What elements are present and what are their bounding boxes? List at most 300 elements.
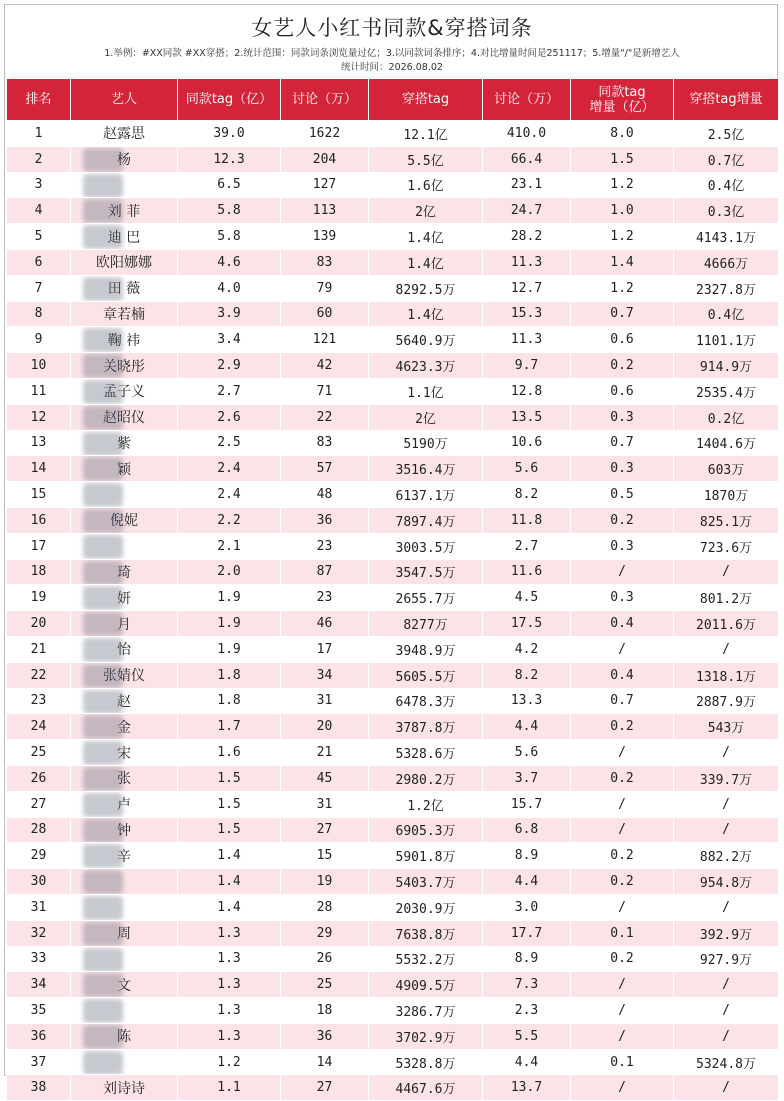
cell-outfit-increase: 0.4亿 [674, 172, 779, 198]
cell-discuss-1: 36 [281, 507, 369, 533]
table-row [7, 869, 779, 895]
cell-same-tag: 2.4 [178, 482, 281, 508]
redaction-scribble [83, 1051, 123, 1075]
cell-discuss-2: 11.3 [483, 327, 571, 353]
cell-outfit-tag: 5605.5万 [369, 662, 483, 688]
redaction-scribble [83, 819, 123, 843]
redaction-scribble [83, 509, 123, 533]
cell-same-increase: 0.5 [571, 482, 674, 508]
cell-same-increase: 1.2 [571, 275, 674, 301]
cell-discuss-2: 8.9 [483, 946, 571, 972]
cell-discuss-1: 31 [281, 791, 369, 817]
cell-discuss-2: 4.2 [483, 636, 571, 662]
cell-rank: 24 [7, 714, 71, 740]
cell-rank: 12 [7, 404, 71, 430]
cell-artist [71, 1049, 178, 1075]
redaction-scribble [83, 844, 123, 868]
cell-outfit-tag: 1.4亿 [369, 249, 483, 275]
redaction-scribble [83, 767, 123, 791]
cell-same-tag: 4.6 [178, 249, 281, 275]
cell-rank: 4 [7, 198, 71, 224]
cell-discuss-1: 42 [281, 353, 369, 379]
cell-same-increase: 0.1 [571, 1049, 674, 1075]
cell-discuss-2: 10.6 [483, 430, 571, 456]
cell-outfit-tag: 2030.9万 [369, 894, 483, 920]
cell-same-tag: 1.4 [178, 843, 281, 869]
cell-discuss-1: 1622 [281, 121, 369, 147]
cell-artist: 倪妮 [71, 507, 178, 533]
cell-outfit-tag: 5328.6万 [369, 740, 483, 766]
cell-rank: 19 [7, 585, 71, 611]
cell-discuss-2: 410.0 [483, 121, 571, 147]
cell-same-increase: / [571, 1023, 674, 1049]
cell-discuss-1: 48 [281, 482, 369, 508]
cell-discuss-2: 9.7 [483, 353, 571, 379]
cell-discuss-2: 11.6 [483, 559, 571, 585]
cell-outfit-tag: 3702.9万 [369, 1023, 483, 1049]
cell-outfit-increase: 0.7亿 [674, 146, 779, 172]
cell-outfit-tag: 7638.8万 [369, 920, 483, 946]
table-row [7, 507, 779, 533]
cell-same-tag: 2.6 [178, 404, 281, 430]
cell-rank: 13 [7, 430, 71, 456]
cell-outfit-increase: 2887.9万 [674, 688, 779, 714]
cell-outfit-increase: 1101.1万 [674, 327, 779, 353]
cell-same-tag: 2.2 [178, 507, 281, 533]
cell-discuss-1: 18 [281, 998, 369, 1024]
cell-same-increase: 1.5 [571, 146, 674, 172]
table-row [7, 353, 779, 379]
cell-artist: 刘 菲 [71, 198, 178, 224]
cell-outfit-tag: 3547.5万 [369, 559, 483, 585]
cell-rank: 6 [7, 249, 71, 275]
cell-discuss-2: 2.3 [483, 998, 571, 1024]
table-row [7, 121, 779, 147]
cell-discuss-2: 15.3 [483, 301, 571, 327]
cell-rank: 5 [7, 224, 71, 250]
cell-same-tag: 1.3 [178, 1023, 281, 1049]
redaction-scribble [83, 406, 123, 430]
cell-artist [71, 869, 178, 895]
cell-artist: 陈 [71, 1023, 178, 1049]
cell-discuss-2: 4.4 [483, 714, 571, 740]
cell-outfit-tag: 2655.7万 [369, 585, 483, 611]
table-row [7, 327, 779, 353]
cell-outfit-increase: 825.1万 [674, 507, 779, 533]
cell-discuss-2: 7.3 [483, 972, 571, 998]
cell-discuss-2: 24.7 [483, 198, 571, 224]
cell-rank: 32 [7, 920, 71, 946]
table-row [7, 1049, 779, 1075]
cell-discuss-1: 26 [281, 946, 369, 972]
cell-outfit-increase: 2327.8万 [674, 275, 779, 301]
redaction-scribble [83, 690, 123, 714]
redaction-scribble [83, 380, 123, 404]
col-rank: 排名 [7, 79, 71, 121]
cell-artist: 欧阳娜娜 [71, 249, 178, 275]
cell-rank: 11 [7, 378, 71, 404]
cell-rank: 38 [7, 1075, 71, 1101]
cell-same-tag: 4.0 [178, 275, 281, 301]
cell-outfit-increase: 723.6万 [674, 533, 779, 559]
cell-same-increase: 0.6 [571, 378, 674, 404]
cell-rank: 33 [7, 946, 71, 972]
cell-same-tag: 5.8 [178, 224, 281, 250]
cell-discuss-1: 79 [281, 275, 369, 301]
cell-same-tag: 1.9 [178, 585, 281, 611]
cell-same-tag: 2.1 [178, 533, 281, 559]
cell-artist [71, 946, 178, 972]
cell-discuss-1: 19 [281, 869, 369, 895]
cell-discuss-1: 34 [281, 662, 369, 688]
cell-rank: 9 [7, 327, 71, 353]
cell-artist: 辛 [71, 843, 178, 869]
cell-outfit-increase: 0.4亿 [674, 301, 779, 327]
cell-discuss-1: 22 [281, 404, 369, 430]
header-row [7, 79, 779, 121]
cell-discuss-2: 13.7 [483, 1075, 571, 1101]
cell-artist: 田 薇 [71, 275, 178, 301]
cell-discuss-2: 2.7 [483, 533, 571, 559]
cell-same-increase: 0.3 [571, 456, 674, 482]
cell-same-tag: 1.7 [178, 714, 281, 740]
redaction-scribble [83, 896, 123, 920]
cell-same-tag: 39.0 [178, 121, 281, 147]
table-body [7, 121, 779, 1101]
cell-outfit-tag: 1.2亿 [369, 791, 483, 817]
cell-same-tag: 1.1 [178, 1075, 281, 1101]
cell-discuss-2: 17.5 [483, 611, 571, 637]
cell-outfit-tag: 6137.1万 [369, 482, 483, 508]
cell-discuss-2: 28.2 [483, 224, 571, 250]
table-row [7, 482, 779, 508]
cell-rank: 27 [7, 791, 71, 817]
cell-rank: 2 [7, 146, 71, 172]
cell-outfit-increase: 1870万 [674, 482, 779, 508]
redaction-scribble [83, 922, 123, 946]
cell-same-increase: 1.2 [571, 172, 674, 198]
cell-outfit-tag: 5532.2万 [369, 946, 483, 972]
cell-discuss-1: 121 [281, 327, 369, 353]
redaction-scribble [83, 586, 123, 610]
table-row [7, 585, 779, 611]
cell-outfit-tag: 3787.8万 [369, 714, 483, 740]
cell-outfit-increase: / [674, 740, 779, 766]
cell-outfit-increase: / [674, 791, 779, 817]
cell-outfit-tag: 8292.5万 [369, 275, 483, 301]
cell-discuss-2: 13.3 [483, 688, 571, 714]
cell-artist: 怡 [71, 636, 178, 662]
cell-artist: 月 [71, 611, 178, 637]
table-row [7, 894, 779, 920]
cell-artist: 赵露思 [71, 121, 178, 147]
col-same-increase-line1: 同款tag [598, 84, 646, 100]
cell-same-tag: 1.3 [178, 920, 281, 946]
cell-discuss-2: 12.8 [483, 378, 571, 404]
cell-outfit-increase: 5324.8万 [674, 1049, 779, 1075]
table-row [7, 843, 779, 869]
cell-rank: 15 [7, 482, 71, 508]
cell-same-tag: 1.2 [178, 1049, 281, 1075]
table-row [7, 1075, 779, 1101]
cell-same-increase: 0.3 [571, 533, 674, 559]
cell-discuss-1: 17 [281, 636, 369, 662]
cell-rank: 17 [7, 533, 71, 559]
cell-outfit-increase: / [674, 817, 779, 843]
cell-discuss-2: 11.8 [483, 507, 571, 533]
table-row [7, 1023, 779, 1049]
table-row [7, 430, 779, 456]
cell-discuss-1: 21 [281, 740, 369, 766]
redaction-scribble [83, 664, 123, 688]
table-row [7, 920, 779, 946]
cell-same-tag: 1.9 [178, 611, 281, 637]
cell-same-increase: 0.7 [571, 688, 674, 714]
cell-discuss-2: 8.9 [483, 843, 571, 869]
cell-rank: 10 [7, 353, 71, 379]
cell-same-tag: 1.3 [178, 998, 281, 1024]
cell-discuss-2: 66.4 [483, 146, 571, 172]
table-row [7, 714, 779, 740]
col-outfit-increase: 穿搭tag增量 [674, 79, 779, 121]
cell-rank: 34 [7, 972, 71, 998]
ranking-table [6, 78, 779, 1101]
cell-same-increase: / [571, 636, 674, 662]
cell-outfit-increase: / [674, 636, 779, 662]
cell-rank: 26 [7, 765, 71, 791]
cell-discuss-1: 57 [281, 456, 369, 482]
redaction-scribble [83, 535, 123, 559]
cell-outfit-tag: 5190万 [369, 430, 483, 456]
cell-same-increase: 0.4 [571, 611, 674, 637]
cell-artist: 杨 [71, 146, 178, 172]
cell-artist: 赵 [71, 688, 178, 714]
cell-rank: 20 [7, 611, 71, 637]
cell-artist: 钟 [71, 817, 178, 843]
cell-same-increase: 1.4 [571, 249, 674, 275]
cell-rank: 21 [7, 636, 71, 662]
cell-rank: 31 [7, 894, 71, 920]
cell-same-increase: 0.1 [571, 920, 674, 946]
table-row [7, 198, 779, 224]
cell-outfit-increase: 927.9万 [674, 946, 779, 972]
cell-outfit-increase: 339.7万 [674, 765, 779, 791]
cell-same-increase: 0.2 [571, 869, 674, 895]
cell-same-tag: 3.9 [178, 301, 281, 327]
cell-discuss-1: 25 [281, 972, 369, 998]
cell-outfit-tag: 8277万 [369, 611, 483, 637]
table-row [7, 817, 779, 843]
cell-same-tag: 2.5 [178, 430, 281, 456]
col-artist: 艺人 [71, 79, 178, 121]
cell-outfit-tag: 6478.3万 [369, 688, 483, 714]
cell-discuss-1: 139 [281, 224, 369, 250]
cell-artist: 卢 [71, 791, 178, 817]
cell-same-increase: 1.0 [571, 198, 674, 224]
cell-outfit-increase: 4143.1万 [674, 224, 779, 250]
cell-artist: 紫 [71, 430, 178, 456]
cell-same-increase: / [571, 972, 674, 998]
table-row [7, 662, 779, 688]
cell-discuss-1: 36 [281, 1023, 369, 1049]
redaction-scribble [83, 741, 123, 765]
table-row [7, 378, 779, 404]
cell-same-tag: 1.4 [178, 869, 281, 895]
cell-artist [71, 482, 178, 508]
cell-artist: 张 [71, 765, 178, 791]
cell-outfit-increase: / [674, 972, 779, 998]
cell-outfit-increase: / [674, 894, 779, 920]
cell-discuss-2: 3.0 [483, 894, 571, 920]
cell-outfit-tag: 4909.5万 [369, 972, 483, 998]
cell-outfit-increase: 954.8万 [674, 869, 779, 895]
cell-outfit-tag: 4467.6万 [369, 1075, 483, 1101]
cell-rank: 37 [7, 1049, 71, 1075]
col-same-tag: 同款tag（亿） [178, 79, 281, 121]
cell-outfit-increase: 0.3亿 [674, 198, 779, 224]
cell-same-increase: 0.6 [571, 327, 674, 353]
cell-outfit-tag: 1.4亿 [369, 224, 483, 250]
cell-discuss-2: 15.7 [483, 791, 571, 817]
cell-artist: 赵昭仪 [71, 404, 178, 430]
cell-artist: 周 [71, 920, 178, 946]
cell-same-tag: 1.5 [178, 765, 281, 791]
cell-rank: 16 [7, 507, 71, 533]
redaction-scribble [83, 225, 123, 249]
cell-outfit-tag: 3516.4万 [369, 456, 483, 482]
cell-artist: 妍 [71, 585, 178, 611]
redaction-scribble [83, 999, 123, 1023]
redaction-scribble [83, 715, 123, 739]
cell-outfit-tag: 5403.7万 [369, 869, 483, 895]
cell-same-tag: 2.7 [178, 378, 281, 404]
cell-same-increase: 0.2 [571, 765, 674, 791]
cell-rank: 30 [7, 869, 71, 895]
redaction-scribble [83, 948, 123, 972]
table-row [7, 146, 779, 172]
cell-artist [71, 998, 178, 1024]
cell-discuss-1: 60 [281, 301, 369, 327]
cell-outfit-increase: 801.2万 [674, 585, 779, 611]
cell-outfit-increase: / [674, 559, 779, 585]
redaction-scribble [83, 457, 123, 481]
cell-discuss-1: 27 [281, 1075, 369, 1101]
cell-discuss-2: 17.7 [483, 920, 571, 946]
cell-outfit-tag: 3003.5万 [369, 533, 483, 559]
cell-same-increase: / [571, 894, 674, 920]
table-row [7, 946, 779, 972]
cell-same-tag: 1.8 [178, 688, 281, 714]
redaction-scribble [83, 277, 123, 301]
cell-same-tag: 2.4 [178, 456, 281, 482]
cell-discuss-2: 5.5 [483, 1023, 571, 1049]
cell-same-tag: 1.4 [178, 894, 281, 920]
cell-outfit-tag: 7897.4万 [369, 507, 483, 533]
cell-rank: 22 [7, 662, 71, 688]
redaction-scribble [83, 1025, 123, 1049]
stat-date: 统计时间：2026.08.02 [341, 62, 443, 73]
cell-same-tag: 12.3 [178, 146, 281, 172]
cell-outfit-tag: 2980.2万 [369, 765, 483, 791]
cell-outfit-increase: / [674, 1075, 779, 1101]
cell-artist [71, 894, 178, 920]
cell-same-tag: 2.9 [178, 353, 281, 379]
table-row [7, 688, 779, 714]
cell-outfit-tag: 5901.8万 [369, 843, 483, 869]
cell-outfit-tag: 2亿 [369, 198, 483, 224]
cell-outfit-increase: 882.2万 [674, 843, 779, 869]
redaction-scribble [83, 561, 123, 585]
redaction-scribble [83, 973, 123, 997]
table-row [7, 456, 779, 482]
cell-outfit-tag: 3286.7万 [369, 998, 483, 1024]
redaction-scribble [83, 612, 123, 636]
cell-same-increase: / [571, 1075, 674, 1101]
cell-discuss-1: 23 [281, 585, 369, 611]
cell-outfit-increase: / [674, 1023, 779, 1049]
cell-artist: 琦 [71, 559, 178, 585]
table-row [7, 998, 779, 1024]
cell-discuss-2: 6.8 [483, 817, 571, 843]
cell-same-tag: 5.8 [178, 198, 281, 224]
cell-discuss-1: 15 [281, 843, 369, 869]
cell-artist: 孟子义 [71, 378, 178, 404]
cell-rank: 36 [7, 1023, 71, 1049]
notes-line: 1.举例：#XX同款 #XX穿搭；2.统计范围：同款词条浏览量过亿；3.以同款词条排序；4.对比增量时间是251117；5.增量"/"是新增艺人 [104, 48, 680, 59]
cell-outfit-tag: 3948.9万 [369, 636, 483, 662]
redaction-scribble [83, 793, 123, 817]
col-same-increase-line2: 增量（亿） [589, 99, 655, 115]
cell-discuss-1: 45 [281, 765, 369, 791]
cell-discuss-2: 13.5 [483, 404, 571, 430]
cell-outfit-increase: 914.9万 [674, 353, 779, 379]
cell-outfit-tag: 12.1亿 [369, 121, 483, 147]
table-row [7, 972, 779, 998]
col-discuss-1: 讨论（万） [281, 79, 369, 121]
cell-discuss-1: 71 [281, 378, 369, 404]
cell-discuss-2: 3.7 [483, 765, 571, 791]
cell-artist: 颖 [71, 456, 178, 482]
cell-outfit-tag: 6905.3万 [369, 817, 483, 843]
table-row [7, 301, 779, 327]
table-row [7, 404, 779, 430]
cell-discuss-1: 31 [281, 688, 369, 714]
cell-same-tag: 3.4 [178, 327, 281, 353]
table-row [7, 636, 779, 662]
redaction-scribble [83, 870, 123, 894]
cell-artist: 张婧仪 [71, 662, 178, 688]
cell-outfit-tag: 5328.8万 [369, 1049, 483, 1075]
cell-same-increase: 0.2 [571, 507, 674, 533]
table-row [7, 559, 779, 585]
cell-same-increase: / [571, 817, 674, 843]
cell-discuss-1: 29 [281, 920, 369, 946]
cell-same-increase: 0.3 [571, 585, 674, 611]
cell-discuss-2: 8.2 [483, 662, 571, 688]
cell-same-tag: 1.5 [178, 791, 281, 817]
cell-same-increase: / [571, 559, 674, 585]
cell-discuss-1: 113 [281, 198, 369, 224]
cell-artist: 刘诗诗 [71, 1075, 178, 1101]
cell-artist: 文 [71, 972, 178, 998]
cell-same-increase: 0.3 [571, 404, 674, 430]
cell-outfit-tag: 1.1亿 [369, 378, 483, 404]
cell-discuss-2: 5.6 [483, 740, 571, 766]
cell-outfit-increase: 2.5亿 [674, 121, 779, 147]
cell-outfit-increase: 1404.6万 [674, 430, 779, 456]
cell-artist: 宋 [71, 740, 178, 766]
cell-artist: 迪 巴 [71, 224, 178, 250]
